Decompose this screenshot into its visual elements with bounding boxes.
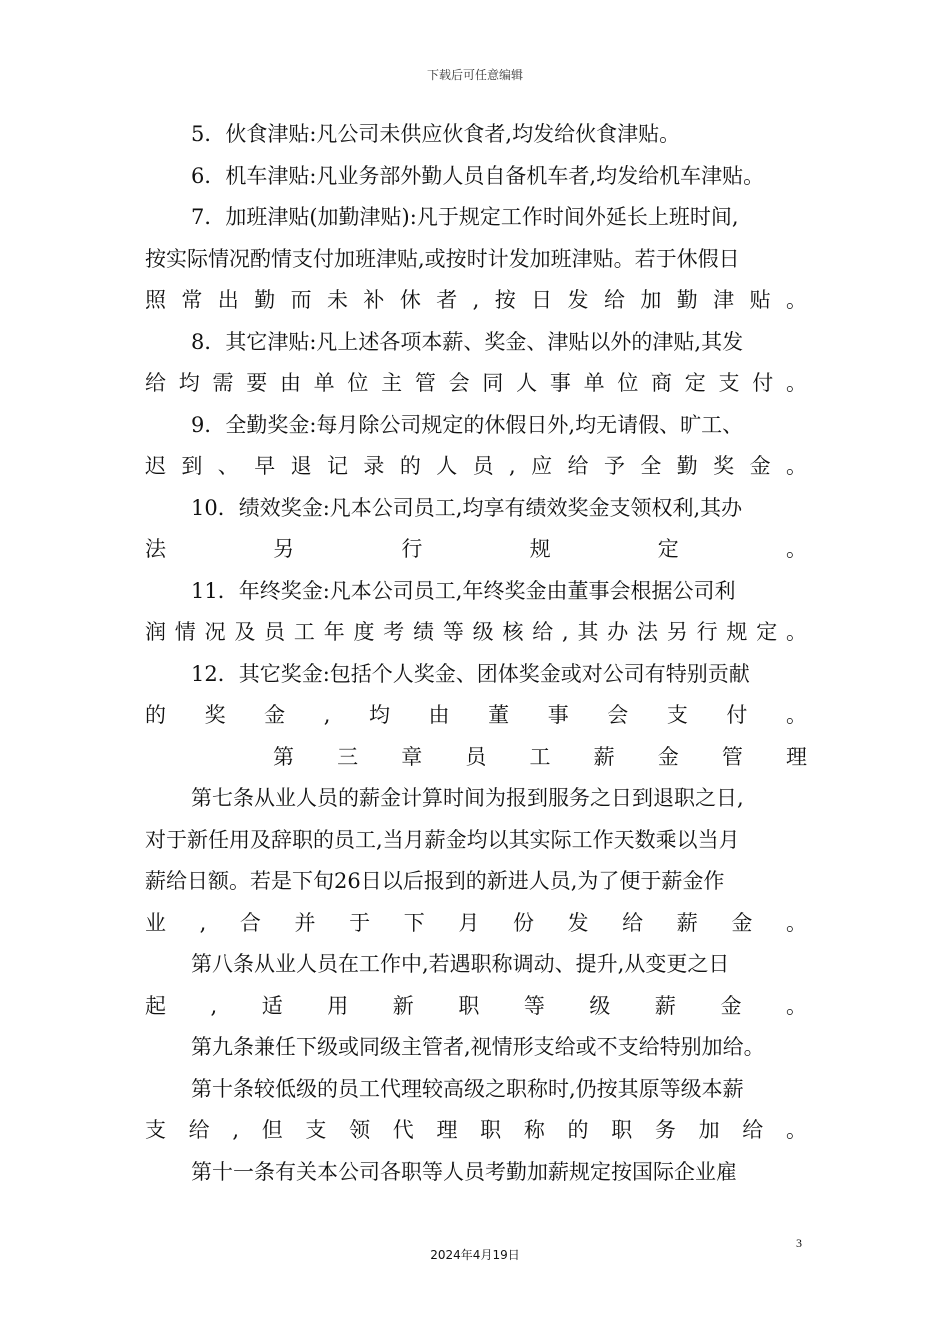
page-header: 下载后可任意编辑 (426, 68, 523, 82)
document-body (145, 114, 807, 1193)
text-line: 按实际情况酌情支付加班津贴,或按时计发加班津贴。若于休假日 (145, 246, 740, 271)
text-line: 给均需要由单位主管会同人事单位商定支付。 (145, 371, 807, 395)
text-line: 第十一条有关本公司各职等人员考勤加薪规定按国际企业雇 (191, 1159, 737, 1184)
text-line: 支给,但支领代理职称的职务加给。 (145, 1118, 807, 1142)
text-line: 第七条从业人员的薪金计算时间为报到服务之日到退职之日, (191, 786, 744, 810)
text-line: 薪给日额。若是下旬26日以后报到的新进人员,为了便于薪金作 (145, 869, 725, 893)
text-line: 第十条较低级的员工代理较高级之职称时,仍按其原等级本薪 (191, 1076, 744, 1101)
text-line: 9．全勤奖金:每月除公司规定的休假日外,均无请假、旷工、 (191, 412, 744, 437)
text-line: 业,合并于下月份发给薪金。 (145, 910, 807, 935)
text-line: 的奖金,均由董事会支付。 (145, 703, 807, 727)
text-line: 5．伙食津贴:凡公司未供应伙食者,均发给伙食津贴。 (191, 122, 681, 146)
text-line: 对于新任用及辞职的员工,当月薪金均以其实际工作天数乘以当月 (145, 827, 740, 852)
page-number: 3 (796, 1236, 802, 1250)
text-line: 8．其它津贴:凡上述各项本薪、奖金、津贴以外的津贴,其发 (191, 329, 744, 354)
text-line: 第八条从业人员在工作中,若遇职称调动、提升,从变更之日 (191, 952, 730, 976)
text-line: 法另行规定。 (145, 537, 807, 561)
text-line: 迟到、早退记录的人员,应给予全勤奖金。 (145, 454, 807, 478)
text-line: 7．加班津贴(加勤津贴):凡于规定工作时间外延长上班时间, (191, 205, 739, 229)
text-line: 6．机车津贴:凡业务部外勤人员自备机车者,均发给机车津贴。 (191, 163, 765, 188)
chapter-heading: 第三章员工薪金管理 (273, 744, 807, 769)
text-line: 第九条兼任下级或同级主管者,视情形支给或不支给特别加给。 (191, 1035, 765, 1059)
footer-date: 2024年4月19日 (430, 1248, 520, 1262)
text-line: 11．年终奖金:凡本公司员工,年终奖金由董事会根据公司利 (191, 578, 736, 603)
text-line: 12．其它奖金:包括个人奖金、团体奖金或对公司有特别贡献 (191, 661, 750, 686)
text-line: 照常出勤而未补休者,按日发给加勤津贴。 (145, 288, 807, 312)
text-line: 起,适用新职等级薪金。 (145, 993, 807, 1018)
text-line: 10．绩效奖金:凡本公司员工,均享有绩效奖金支领权利,其办 (191, 495, 743, 520)
text-line: 润情况及员工年度考绩等级核给,其办法另行规定。 (145, 620, 807, 644)
